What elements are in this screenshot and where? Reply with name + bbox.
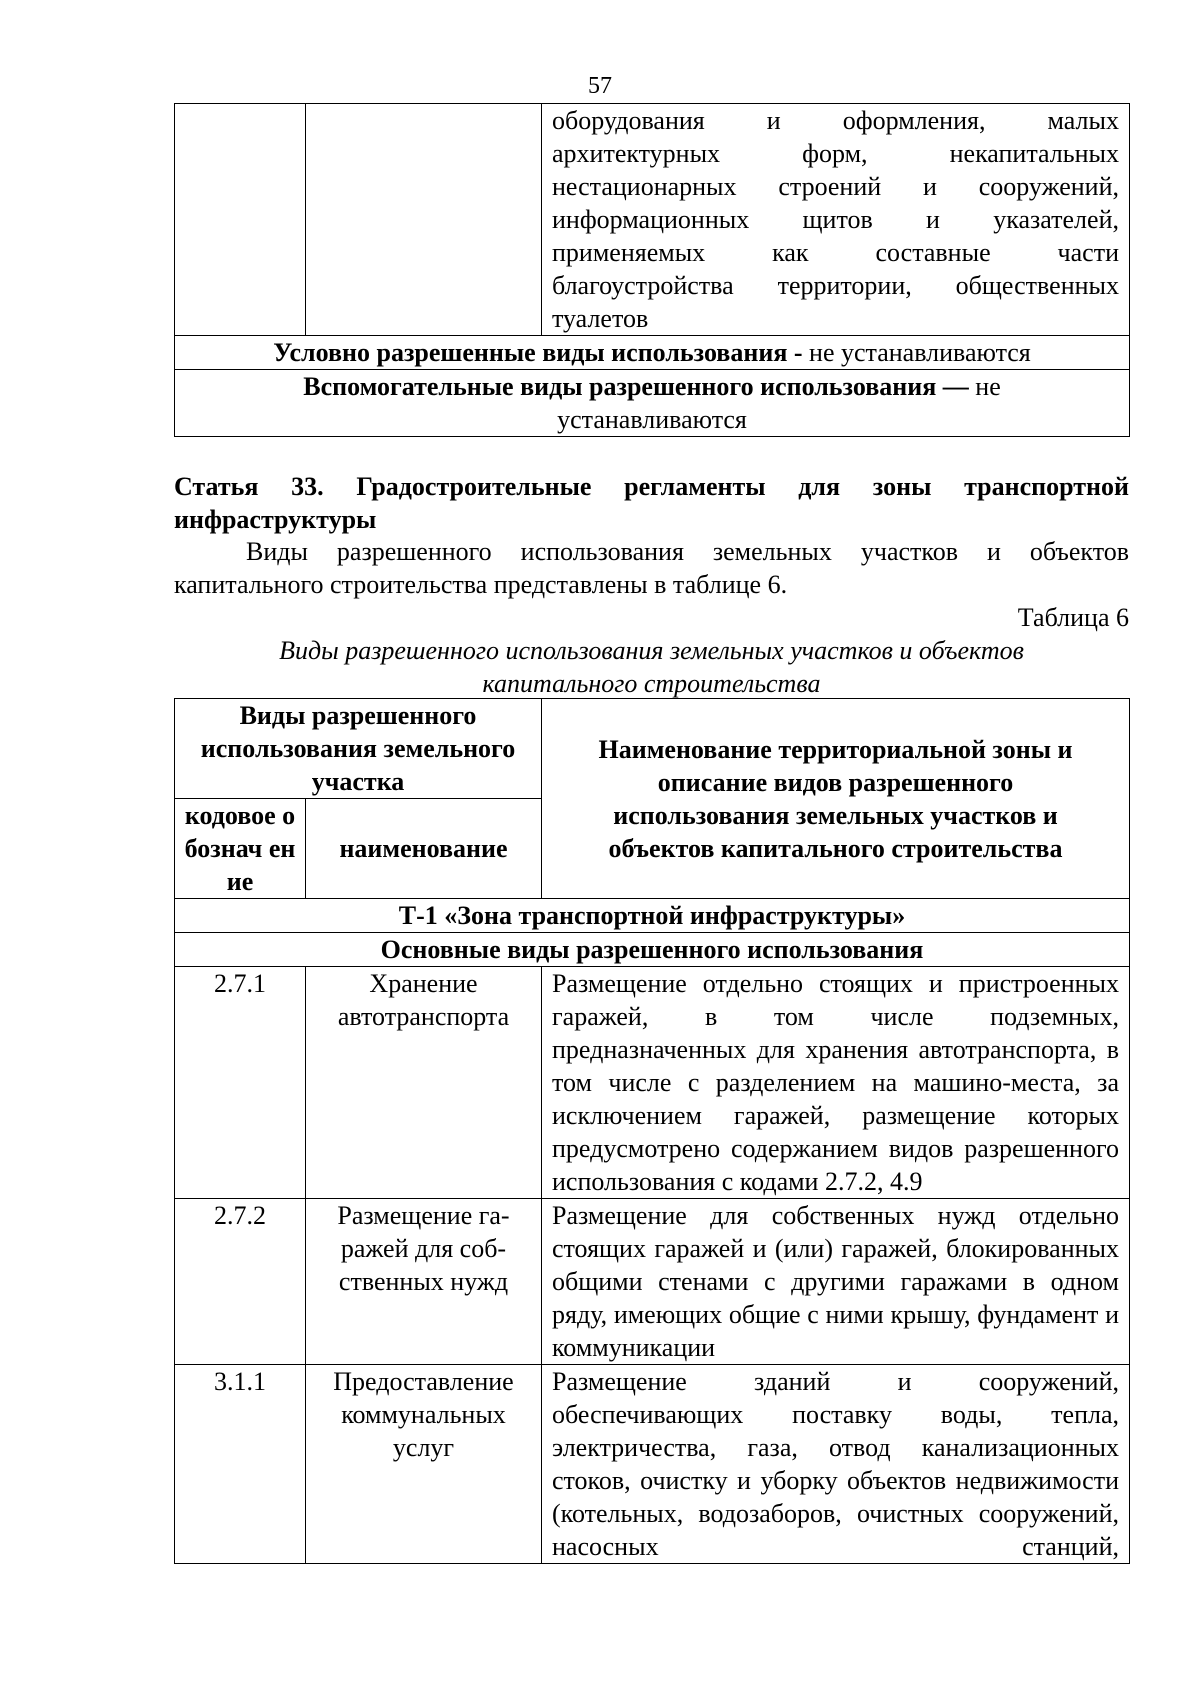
text-line: туалетов xyxy=(552,304,649,333)
table-row xyxy=(175,1199,1130,1365)
header-code: кодовое обознач ение xyxy=(175,799,306,899)
header-description: Наименование территориальной зоны и описание видов разрешенного использования земельных участков и объектов капитального строительства xyxy=(542,699,1130,899)
header-name: наименование xyxy=(306,799,542,899)
table-label: Таблица 6 xyxy=(1017,603,1129,632)
row-description: Размещение для собственных нужд отдельно стоящих гаражей и (или) гаражей, блокированных общими стенами с другими гаражами в одном ряду, имеющих общие с ними крышу, фундамент и коммуникации xyxy=(542,1199,1130,1365)
section-title: Основные виды разрешенного использования xyxy=(175,933,1130,967)
article-title: Статья 33. Градостроительные регламенты для зоны транспортной инфраструктуры xyxy=(174,472,1129,534)
auxiliary-uses-label: Вспомогательные виды разрешенного использования — xyxy=(303,372,969,401)
table-row xyxy=(175,370,1130,437)
table-6 xyxy=(174,698,1130,1564)
row-code: 2.7.2 xyxy=(175,1199,306,1365)
header-group: Виды разрешенного использования земельного участка xyxy=(175,699,542,799)
row-description: Размещение зданий и сооружений, обеспечивающих поставку воды, тепла, электричества, газа, отвод канализационных стоков, очистку и уборку объектов недвижимости (котельных, водозаборов, очистных сооружений, насосных станций, xyxy=(542,1365,1130,1564)
row-name: Предоставление коммунальных услуг xyxy=(306,1365,542,1564)
table-row xyxy=(175,104,1130,336)
table-row xyxy=(175,967,1130,1199)
text-line: благоустройства территории, общественных xyxy=(552,271,1119,300)
article-paragraph: Виды разрешенного использования земельных участков и объектов капитального строительства представлены в таблице 6. xyxy=(174,537,1129,599)
row-code: 2.7.1 xyxy=(175,967,306,1199)
row-name: Хранение автотранспорта xyxy=(306,967,542,1199)
table-row xyxy=(175,1365,1130,1564)
row-description: Размещение отдельно стоящих и пристроенных гаражей, в том числе подземных, предназначенных для хранения автотранспорта, в том числе с разделением на машино-места, за исключением гаражей, размещение которых предусмотрено содержанием видов разрешенного использования с кодами 2.7.2, 4.9 xyxy=(542,967,1130,1199)
auxiliary-uses-value: не устанавливаются xyxy=(557,372,1001,434)
text-line: нестационарных строений и сооружений, xyxy=(552,172,1119,201)
text-line: архитектурных форм, некапитальных xyxy=(552,139,1119,168)
table-row xyxy=(175,899,1130,933)
conditional-uses-label: Условно разрешенные виды использования - xyxy=(273,338,803,367)
row-name: Размещение га-ражей для соб-ственных нужд xyxy=(306,1199,542,1365)
conditional-uses-row xyxy=(175,336,1130,370)
zone-title: Т-1 «Зона транспортной инфраструктуры» xyxy=(175,899,1130,933)
auxiliary-uses-row xyxy=(175,370,1130,437)
table-cell-code xyxy=(175,104,306,336)
table-caption: Виды разрешенного использования земельных участков и объектов капитального строительства xyxy=(279,636,1024,698)
table-cell-description xyxy=(542,104,1130,336)
table-row xyxy=(175,336,1130,370)
continued-table xyxy=(174,103,1130,437)
row-code: 3.1.1 xyxy=(175,1365,306,1564)
text-line: информационных щитов и указателей, xyxy=(552,205,1119,234)
text-line: применяемых как составные части xyxy=(552,238,1119,267)
page-number: 57 xyxy=(588,73,612,99)
table-row xyxy=(175,933,1130,967)
text-line: оборудования и оформления, малых xyxy=(552,106,1119,135)
conditional-uses-value: не устанавливаются xyxy=(802,338,1031,367)
table-header-row xyxy=(175,699,1130,799)
table-cell-name xyxy=(306,104,542,336)
